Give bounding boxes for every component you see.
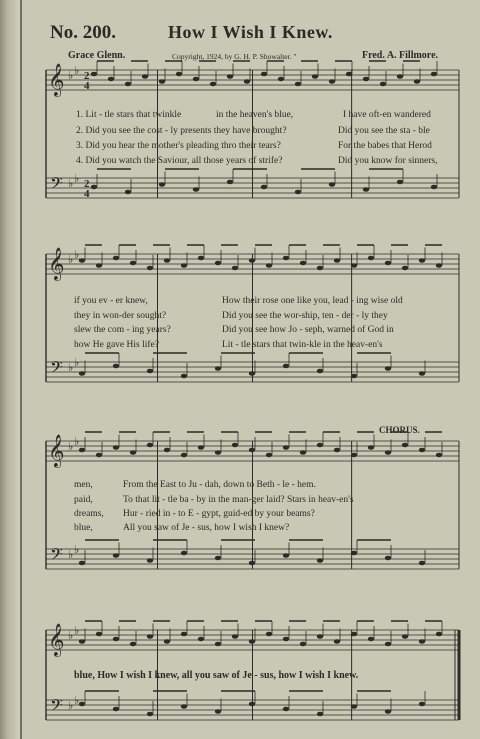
bass-clef: 𝄢 <box>50 544 63 568</box>
treble-clef: 𝄞 <box>48 434 65 467</box>
note-head <box>283 364 289 369</box>
note-head <box>113 364 119 369</box>
book-spine-shadow <box>0 0 20 739</box>
note-head <box>419 371 425 376</box>
note-head <box>113 445 119 450</box>
note-head <box>215 556 221 561</box>
time-signature-bottom: 4 <box>84 80 90 92</box>
lyric-s3-c2-v3: Hur - ried in - to E - gypt, guid-ed by your beams? <box>123 509 315 519</box>
note-head <box>176 72 182 77</box>
lyric-s1-c2-v3: For the babes that Herod <box>338 141 432 151</box>
note-head <box>181 551 187 556</box>
note-head <box>329 79 335 84</box>
flat-sign: ♭ <box>74 357 80 369</box>
note-head <box>385 709 391 714</box>
time-signature-top: 2 <box>84 70 90 82</box>
note-head <box>96 453 102 458</box>
flat-sign: ♭ <box>74 695 80 707</box>
bass-clef: 𝄢 <box>50 173 63 197</box>
lyric-s4: blue, How I wish I knew, all you saw of Je - sus, how I wish I knew. <box>74 670 359 681</box>
note-head <box>215 642 221 647</box>
note-head <box>164 448 170 453</box>
note-head <box>164 639 170 644</box>
note-head <box>283 445 289 450</box>
note-head <box>113 256 119 261</box>
note-head <box>436 263 442 268</box>
note-head <box>198 256 204 261</box>
flat-sign: ♭ <box>68 70 74 82</box>
note-head <box>334 639 340 644</box>
poet-credit: Grace Glenn. <box>68 50 126 61</box>
note-head <box>79 639 85 644</box>
note-head <box>147 712 153 717</box>
note-head <box>147 369 153 374</box>
note-head <box>181 374 187 379</box>
hymn-number: No. 200. <box>50 22 116 43</box>
note-head <box>385 450 391 455</box>
lyric-s3-c2-v1: From the East to Ju - dah, down to Beth - le - hem. <box>123 480 316 490</box>
chorus-label: CHORUS. <box>379 425 420 435</box>
note-head <box>266 453 272 458</box>
note-head <box>227 180 233 185</box>
note-head <box>363 187 369 192</box>
note-head <box>108 77 114 82</box>
lyric-s1-v2: 2. Did you see the cost - ly presents they have brought? <box>76 126 287 136</box>
note-head <box>130 450 136 455</box>
note-head <box>317 634 323 639</box>
hymn-page <box>22 0 480 739</box>
note-head <box>283 637 289 642</box>
note-head <box>317 266 323 271</box>
note-head <box>215 366 221 371</box>
note-head <box>198 445 204 450</box>
note-head <box>385 556 391 561</box>
flat-sign: ♭ <box>74 436 80 448</box>
note-head <box>363 77 369 82</box>
treble-clef: 𝄞 <box>48 63 65 96</box>
note-head <box>402 266 408 271</box>
note-head <box>261 185 267 190</box>
lyric-s1-c2-v2: Did you see the sta - ble <box>338 126 430 136</box>
note-head <box>436 453 442 458</box>
note-head <box>210 82 216 87</box>
note-head <box>317 558 323 563</box>
note-head <box>300 642 306 647</box>
note-head <box>283 553 289 558</box>
note-head <box>300 450 306 455</box>
note-head <box>79 448 85 453</box>
lyric-s3-v4: blue, <box>74 523 93 533</box>
note-head <box>147 558 153 563</box>
note-head <box>215 450 221 455</box>
note-head <box>414 79 420 84</box>
note-head <box>113 637 119 642</box>
flat-sign: ♭ <box>74 65 80 77</box>
note-head <box>283 256 289 261</box>
note-head <box>181 704 187 709</box>
note-head <box>147 443 153 448</box>
note-head <box>385 642 391 647</box>
note-head <box>266 632 272 637</box>
flat-sign: ♭ <box>74 173 80 185</box>
note-head <box>300 261 306 266</box>
note-head <box>329 182 335 187</box>
note-head <box>368 637 374 642</box>
flat-sign: ♭ <box>68 362 74 374</box>
note-head <box>181 453 187 458</box>
note-head <box>181 632 187 637</box>
treble-clef: 𝄞 <box>48 623 65 656</box>
flat-sign: ♭ <box>68 549 74 561</box>
lyric-s3-v1: men, <box>74 480 93 490</box>
flat-sign: ♭ <box>74 544 80 556</box>
note-head <box>142 74 148 79</box>
note-head <box>125 190 131 195</box>
note-head <box>431 72 437 77</box>
flat-sign: ♭ <box>68 178 74 190</box>
note-head <box>317 712 323 717</box>
note-head <box>397 180 403 185</box>
lyric-s1-c2-v1: I have oft-en wandered <box>343 110 431 120</box>
note-head <box>419 702 425 707</box>
note-head <box>368 256 374 261</box>
lyric-s1-v1: 1. Lit - tle stars that twinkle <box>76 110 182 120</box>
note-head <box>312 74 318 79</box>
note-head <box>96 632 102 637</box>
note-head <box>113 707 119 712</box>
lyric-s2-c2-v3: Did you see how Jo - seph, warned of God in <box>222 325 394 335</box>
note-head <box>79 371 85 376</box>
note-head <box>419 448 425 453</box>
bass-clef: 𝄢 <box>50 357 63 381</box>
time-signature-bottom: 4 <box>84 188 90 200</box>
note-head <box>431 185 437 190</box>
note-head <box>159 182 165 187</box>
note-head <box>283 707 289 712</box>
note-head <box>436 632 442 637</box>
note-head <box>295 82 301 87</box>
note-head <box>164 258 170 263</box>
lyric-s2-v2: they in won-der sought? <box>74 311 167 321</box>
note-head <box>368 445 374 450</box>
lyric-s1-v1b: in the heaven's blue, <box>216 110 294 120</box>
lyric-s1-v3: 3. Did you hear the mother's pleading thro their tears? <box>76 141 281 151</box>
note-head <box>385 366 391 371</box>
note-head <box>79 702 85 707</box>
note-head <box>402 443 408 448</box>
lyric-s2-c2-v1: How their rose one like you, lead - ing wise old <box>222 296 403 306</box>
lyric-s2-v3: slew the com - ing years? <box>74 325 171 335</box>
note-head <box>193 77 199 82</box>
note-head <box>380 82 386 87</box>
note-head <box>159 79 165 84</box>
note-head <box>79 258 85 263</box>
lyric-s3-c2-v4: All you saw of Je - sus, how I wish I knew? <box>123 523 290 533</box>
lyric-s2-c2-v2: Did you see the wor-ship, ten - der - ly they <box>222 311 388 321</box>
lyric-s2-c2-v4: Lit - tle stars that twin-kle in the heav-en's <box>222 340 383 350</box>
note-head <box>317 369 323 374</box>
note-head <box>91 185 97 190</box>
note-head <box>232 266 238 271</box>
note-head <box>295 190 301 195</box>
lyric-s2-v1: if you ev - er knew, <box>74 296 148 306</box>
note-head <box>278 77 284 82</box>
note-head <box>232 634 238 639</box>
lyric-s1-v4: 4. Did you watch the Saviour, all those years of strife? <box>76 156 283 166</box>
flat-sign: ♭ <box>68 630 74 642</box>
lyric-s3-c2-v2: To that lit - tle ba - by in the man-ger laid? Stars in heav-en's <box>123 495 354 505</box>
note-head <box>147 634 153 639</box>
lyric-s3-v3: dreams, <box>74 509 104 519</box>
flat-sign: ♭ <box>68 441 74 453</box>
note-head <box>125 82 131 87</box>
copyright-notice: Copyright, 1924, by G. H. P. Showalter. " <box>172 52 297 61</box>
flat-sign: ♭ <box>68 700 74 712</box>
flat-sign: ♭ <box>74 249 80 261</box>
note-head <box>130 642 136 647</box>
lyric-s3-v2: paid, <box>74 495 93 505</box>
note-head <box>244 79 250 84</box>
note-head <box>261 72 267 77</box>
note-head <box>227 74 233 79</box>
bass-clef: 𝄢 <box>50 695 63 719</box>
note-head <box>147 266 153 271</box>
note-head <box>419 561 425 566</box>
note-head <box>402 634 408 639</box>
hymn-title: How I Wish I Knew. <box>168 22 333 42</box>
lyric-s1-c2-v4: Did you know for sinners, <box>338 156 438 166</box>
note-head <box>91 72 97 77</box>
note-head <box>334 258 340 263</box>
note-head <box>266 263 272 268</box>
note-head <box>193 187 199 192</box>
note-head <box>334 448 340 453</box>
note-head <box>419 639 425 644</box>
note-head <box>130 261 136 266</box>
note-head <box>397 74 403 79</box>
note-head <box>96 263 102 268</box>
treble-clef: 𝄞 <box>48 247 65 280</box>
note-head <box>385 261 391 266</box>
note-head <box>215 709 221 714</box>
music-notation <box>22 0 480 739</box>
note-head <box>181 263 187 268</box>
flat-sign: ♭ <box>74 625 80 637</box>
note-head <box>113 553 119 558</box>
note-head <box>215 261 221 266</box>
note-head <box>198 637 204 642</box>
lyric-s2-v4: how He gave His life? <box>74 340 159 350</box>
note-head <box>317 443 323 448</box>
composer-credit: Fred. A. Fillmore. <box>362 50 439 61</box>
note-head <box>232 443 238 448</box>
time-signature-top: 2 <box>84 178 90 190</box>
note-head <box>79 561 85 566</box>
note-head <box>419 258 425 263</box>
flat-sign: ♭ <box>68 254 74 266</box>
